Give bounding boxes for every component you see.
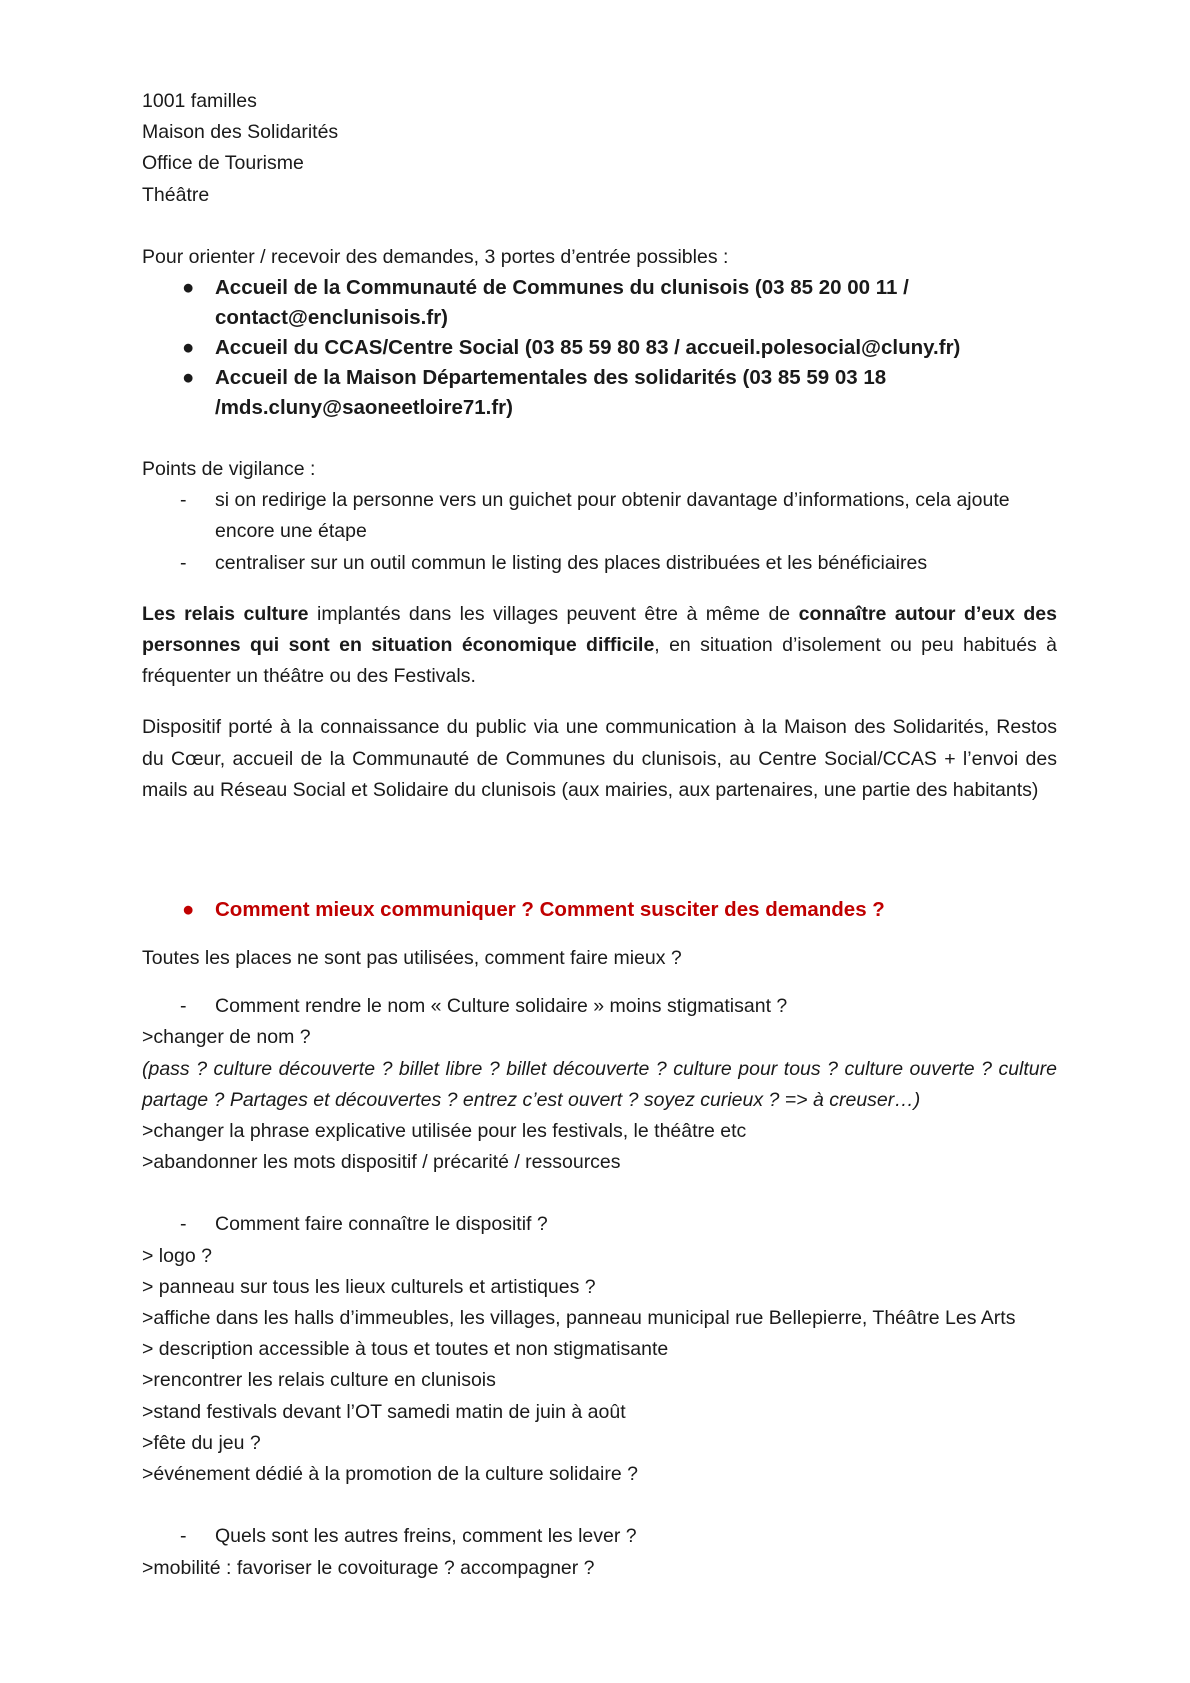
suggestion-italic: partage ? Partages et découvertes ? entrez c’est ouvert ? soyez curieux ? => à creuser…) [142, 1088, 921, 1111]
intro-orient: Pour orienter / recevoir des demandes, 3 portes d’entrée possibles : [142, 245, 729, 268]
suggestion-line: >changer de nom ? [142, 1026, 311, 1049]
vigilance-item: - centraliser sur un outil commun le listing des places distribuées et les bénéficiaires [142, 548, 1057, 579]
org-list [142, 86, 1057, 211]
dash-icon: - [180, 489, 187, 512]
entry-point-item: ● Accueil du CCAS/Centre Social (03 85 59 80 83 / accueil.polesocial@cluny.fr) [142, 333, 1057, 363]
dash-icon: - [180, 1213, 187, 1236]
dash-icon: - [180, 551, 187, 574]
question-item: - Comment faire connaître le dispositif ? [142, 1209, 1057, 1240]
org-item: Théâtre [142, 183, 210, 206]
suggestion-line: >abandonner les mots dispositif / précarité / ressources [142, 1151, 621, 1174]
relais-paragraph: Les relais culture implantés dans les villages peuvent être à même de connaître autour d’eux des personnes qui sont en situation économique difficile, en situation d’isolement ou peu habitués à fréquenter un théâtre ou des Festivals. [142, 602, 1057, 688]
suggestion-line: >rencontrer les relais culture en clunisois [142, 1369, 496, 1392]
suggestion-line: >événement dédié à la promotion de la culture solidaire ? [142, 1463, 638, 1486]
suggestion-line: >changer la phrase explicative utilisée pour les festivals, le théâtre etc [142, 1120, 747, 1143]
suggestion-italic: (pass ? culture découverte ? billet libre ? billet découverte ? culture pour tous ? culture ouverte ? culture [142, 1057, 1057, 1080]
section-heading: ● Comment mieux communiquer ? Comment susciter des demandes ? [142, 895, 1057, 925]
question-item: - Quels sont les autres freins, comment les lever ? [142, 1521, 1057, 1552]
org-item: 1001 familles [142, 90, 257, 112]
org-item: Maison des Solidarités [142, 121, 339, 144]
suggestion-line: > panneau sur tous les lieux culturels et artistiques ? [142, 1275, 596, 1298]
bullet-icon: ● [182, 336, 195, 360]
suggestion-line: > description accessible à tous et toutes et non stigmatisante [142, 1338, 669, 1361]
vigilance-title: Points de vigilance : [142, 458, 316, 481]
suggestion-line: >mobilité : favoriser le covoiturage ? accompagner ? [142, 1556, 595, 1579]
bullet-icon: ● [182, 366, 195, 390]
suggestion-line: >fête du jeu ? [142, 1431, 261, 1454]
places-question: Toutes les places ne sont pas utilisées, comment faire mieux ? [142, 947, 682, 970]
entry-point-item: ● Accueil de la Maison Départementales des solidarités (03 85 59 03 18 /mds.cluny@saoneetloire71.fr) [142, 363, 1057, 423]
suggestion-line: > logo ? [142, 1244, 212, 1267]
dispositif-paragraph: Dispositif porté à la connaissance du public via une communication à la Maison des Solidarités, Restos du Cœur, accueil de la Communauté de Communes du clunisois, au Centre Social/CCAS + l’envoi des mails au Réseau Social et Solidaire du clunisois (aux mairies, aux partenaires, une partie des habitants) [142, 716, 1057, 801]
suggestion-line: >stand festivals devant l’OT samedi matin de juin à août [142, 1400, 626, 1423]
bullet-icon: ● [182, 276, 195, 300]
suggestion-line: >affiche dans les halls d’immeubles, les villages, panneau municipal rue Bellepierre, Théâtre Les Arts [142, 1307, 1016, 1330]
dash-icon: - [180, 1525, 187, 1548]
org-item: Office de Tourisme [142, 152, 304, 175]
bullet-icon: ● [182, 898, 195, 922]
question-item: - Comment rendre le nom « Culture solidaire » moins stigmatisant ? [142, 991, 1057, 1022]
entry-point-item: ● Accueil de la Communauté de Communes du clunisois (03 85 20 00 11 / contact@enclunisois.fr) [142, 273, 1057, 333]
entry-points-list [142, 273, 1057, 423]
dash-icon: - [180, 995, 187, 1018]
vigilance-item: - si on redirige la personne vers un guichet pour obtenir davantage d’informations, cela ajoute encore une étape [142, 485, 1057, 547]
document-page [142, 86, 1057, 1584]
